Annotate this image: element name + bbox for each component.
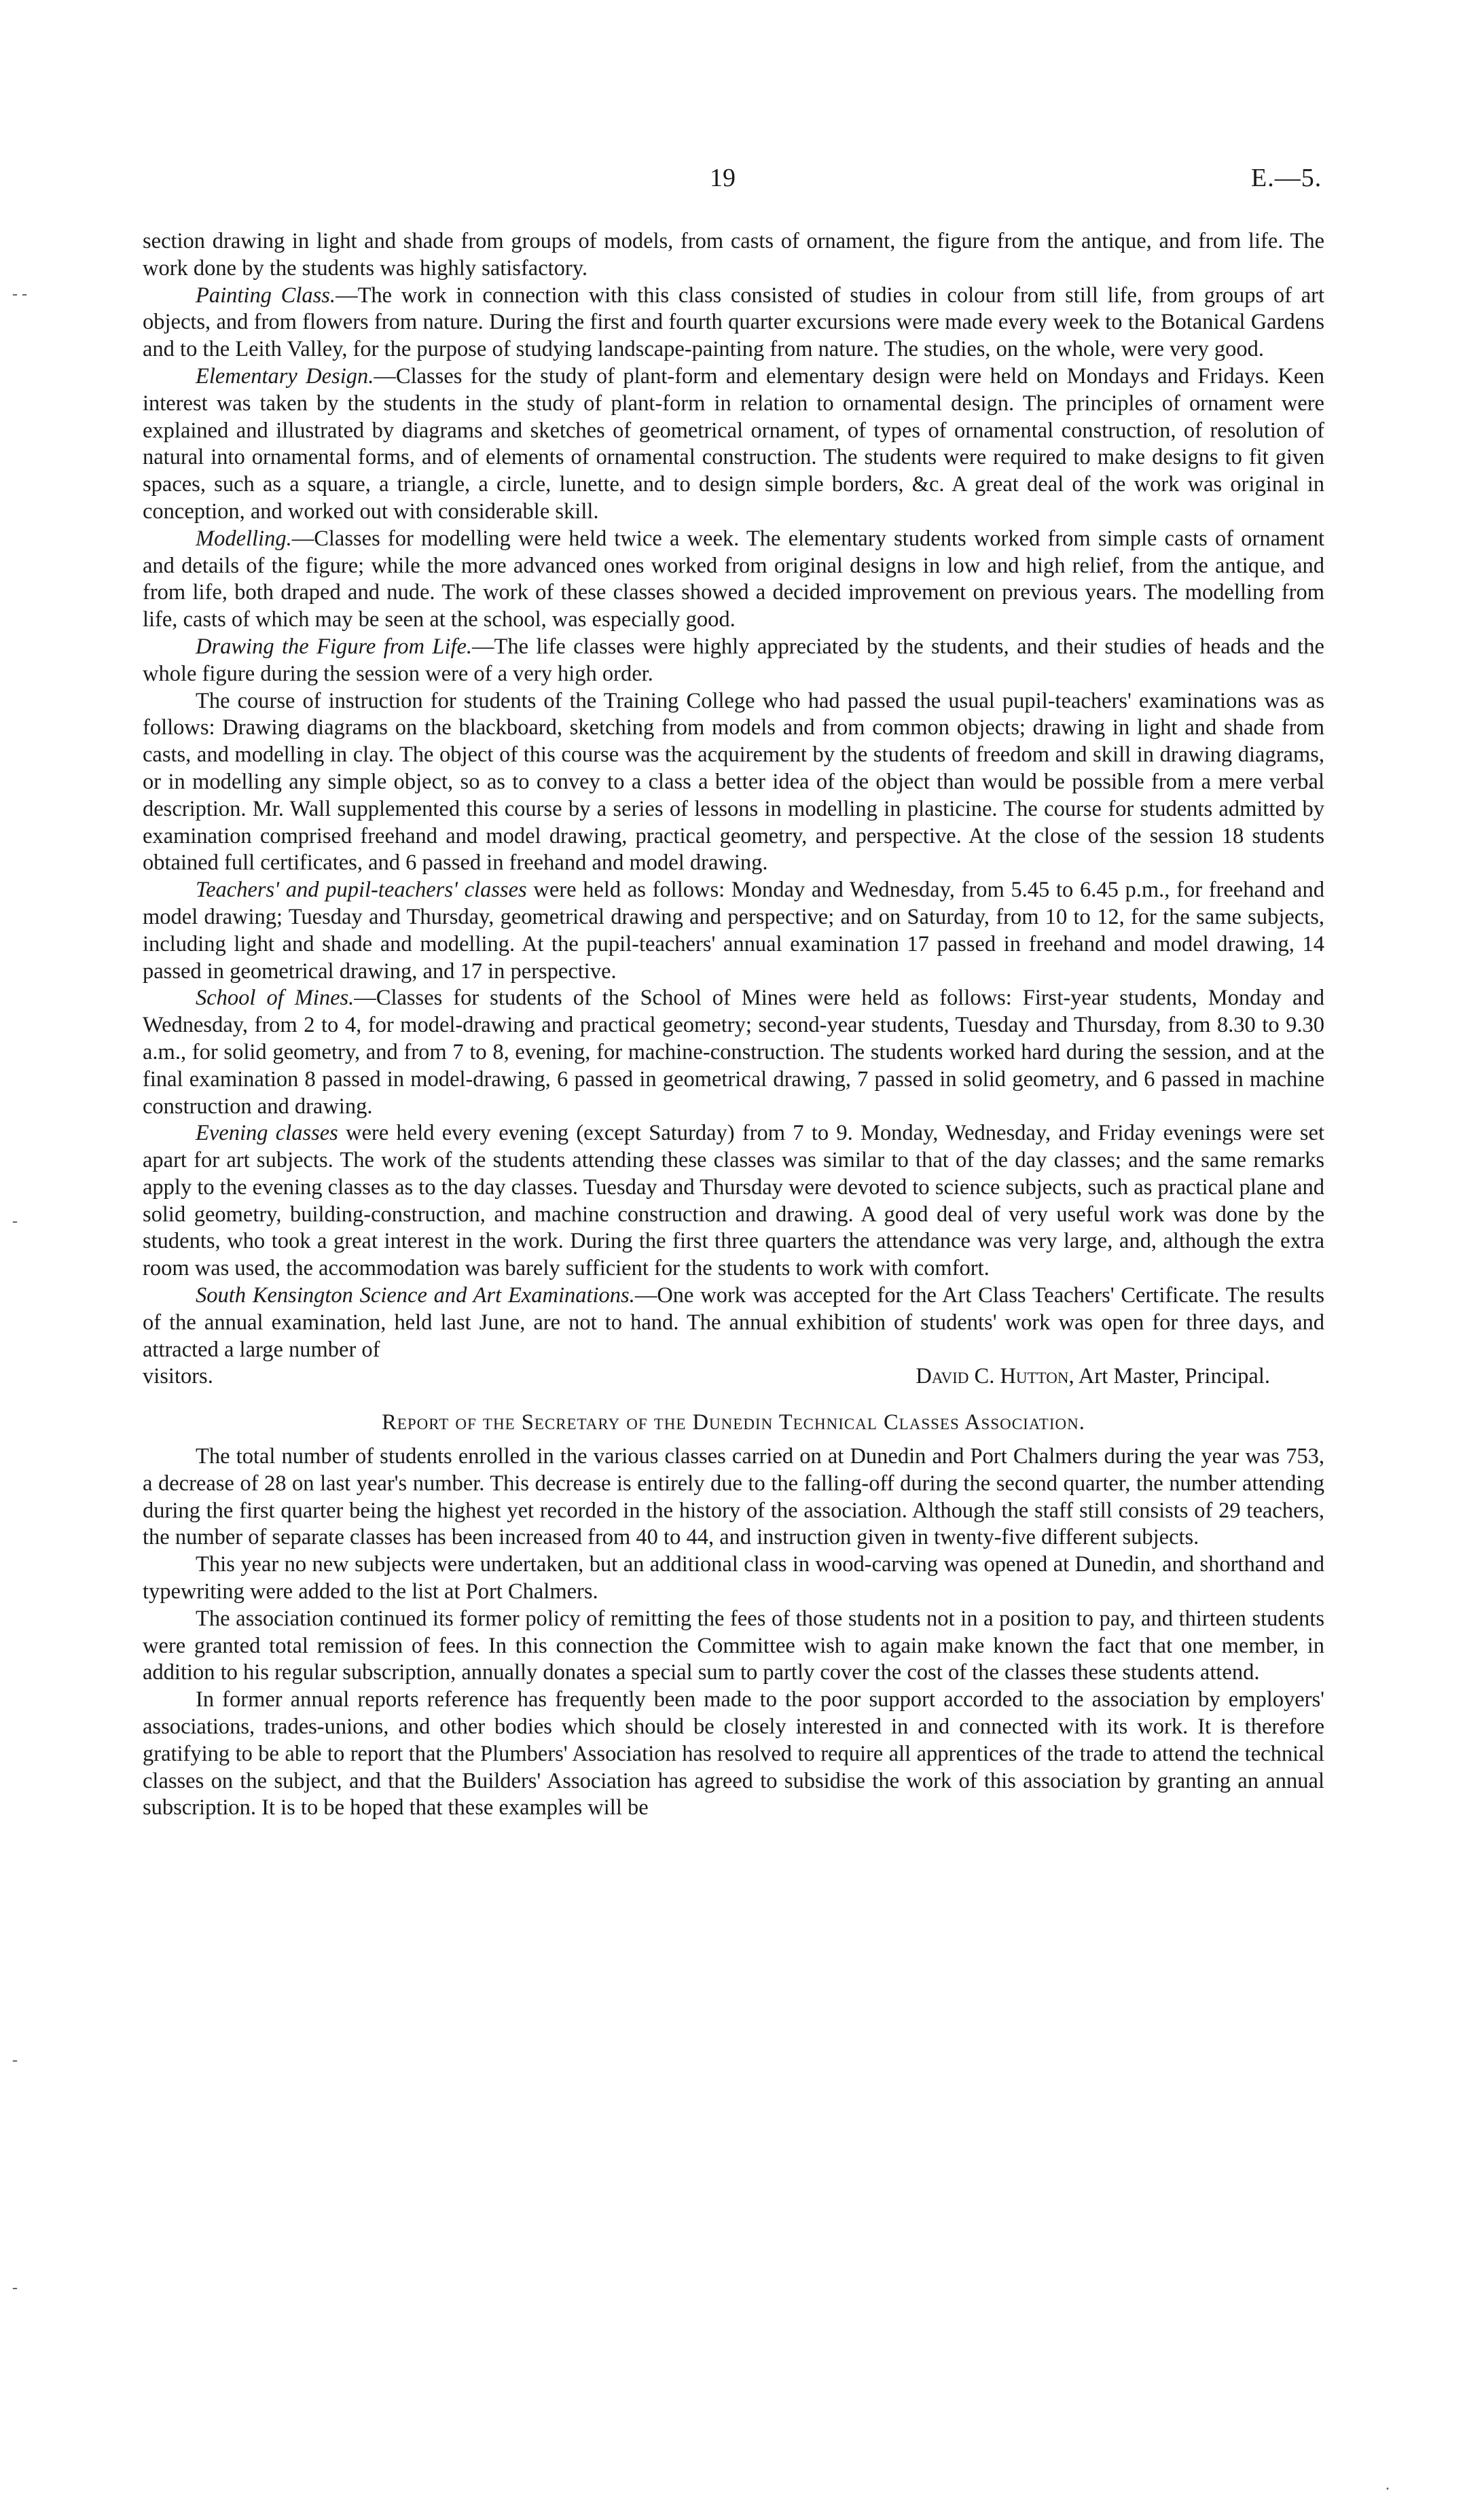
- margin-mark: -: [12, 1213, 18, 1230]
- paragraph-modelling: [143, 526, 1324, 634]
- lead-teachers-classes: Teachers' and pupil-teachers' classes: [196, 878, 527, 903]
- lead-figure-from-life: Drawing the Figure from Life.: [196, 634, 473, 659]
- paragraph-text: —The life classes were highly appreciated by the students, and their studies of heads and the whole figure during the session were of a very high order.: [143, 634, 1324, 686]
- paragraph-school-of-mines: [143, 985, 1324, 1120]
- signature-title: , Art Master, Principal.: [1068, 1364, 1270, 1389]
- paragraph-text: —One work was accepted for the Art Class Teachers' Certificate. The results of the annual examination, held last June, are not to hand. The annual exhibition of students' work was open for three days, and attracted a large number of: [143, 1283, 1324, 1362]
- paragraph-text: were held every evening (except Saturday) from 7 to 9. Monday, Wednesday, and Friday evenings were set apart for art subjects. The work of the students attending these classes was similar to that of the day classes; and the same remarks apply to the evening classes as to the day classes. Tuesday and Thursday were devoted to science subjects, such as practical plane and solid geometry, building-construction, and machine construction and drawing. A good deal of very useful work was done by the students, who took a great interest in the work. During the first three quarters the attendance was very large, and, although the extra room was used, the accommodation was barely sufficient for the students to work with comfort.: [143, 1121, 1324, 1281]
- paragraph-teachers-classes: [143, 877, 1324, 985]
- lead-modelling: Modelling.: [196, 526, 292, 551]
- paragraph-elementary-design: [143, 363, 1324, 526]
- margin-mark: .: [1386, 2476, 1390, 2494]
- margin-mark: - -: [12, 285, 27, 303]
- paragraph-south-kensington: [143, 1282, 1324, 1363]
- paragraph-intro: section drawing in light and shade from groups of models, from casts of ornament, the figure from the antique, and from life. The work done by the students was highly satisfactory.: [143, 229, 1324, 281]
- signature-line: [143, 1363, 1324, 1390]
- lead-evening-classes: Evening classes: [196, 1121, 338, 1146]
- paragraph-painting-class: [143, 283, 1324, 363]
- closing-word: visitors.: [143, 1364, 213, 1389]
- lead-south-kensington: South Kensington Science and Art Examinations.: [196, 1283, 635, 1308]
- paragraph-training-college: [143, 688, 1324, 878]
- lead-elementary-design: Elementary Design.: [196, 363, 374, 389]
- signature-name: David C. Hutton: [916, 1364, 1069, 1389]
- section-heading: Report of the Secretary of the Dunedin Technical Classes Association.: [382, 1410, 1085, 1435]
- paragraph-support: In former annual reports reference has frequently been made to the poor support accorded to the association by employers' associations, trades-unions, and other bodies which should be closely interested in and connected with its work. It is therefore gratifying to be able to report that the Plumbers' Association has resolved to require all apprentices of the trade to attend the technical classes on the subject, and that the Builders' Association has agreed to subsidise the work of this association by granting an annual subscription. It is to be hoped that these examples will be: [143, 1687, 1324, 1820]
- paragraph-text: —Classes for the study of plant-form and elementary design were held on Mondays and Fridays. Keen interest was taken by the students in the study of plant-form in relation to ornamental design. The principles of ornament were explained and illustrated by diagrams and sketches of geometrical ornament, of types of ornamental construction, of resolution of natural into ornamental forms, and of elements of ornamental construction. The students were required to make designs to fit given spaces, such as a square, a triangle, a circle, lunette, and to design simple borders, &c. A great deal of the work was original in conception, and worked out with considerable skill.: [143, 363, 1324, 524]
- signature: [916, 1363, 1270, 1390]
- lead-painting-class: Painting Class.: [196, 283, 336, 308]
- margin-mark: -: [12, 2279, 18, 2297]
- paragraph-text: —The work in connection with this class consisted of studies in colour from still life, from groups of art objects, and from flowers from nature. During the first and fourth quarter excursions were made every week to the Botanical Gardens and to the Leith Valley, for the purpose of studying landscape-painting from nature. The studies, on the whole, were very good.: [143, 283, 1324, 362]
- paragraph-enrolment: The total number of students enrolled in the various classes carried on at Dunedin and Port Chalmers during the year was 753, a decrease of 28 on last year's number. This decrease is entirely due to the falling-off during the second quarter, the number attending during the first quarter being the highest yet recorded in the history of the association. Although the staff still consists of 29 teachers, the number of separate classes has been increased from 40 to 44, and instruction given in twenty-five different subjects.: [143, 1444, 1324, 1550]
- paragraph-fee-remission: The association continued its former policy of remitting the fees of those students not in a position to pay, and thirteen students were granted total remission of fees. In this connection the Committee wish to again make known the fact that one member, in addition to his regular subscription, annually donates a special sum to partly cover the cost of the classes these students attend.: [143, 1606, 1324, 1685]
- margin-mark: -: [12, 2051, 18, 2069]
- page-number: 19: [710, 164, 736, 192]
- body-text: [143, 228, 1324, 1822]
- paragraph-text: —Classes for modelling were held twice a week. The elementary students worked from simple casts of ornament and details of the figure; while the more advanced ones worked from original designs in low and high relief, from the antique, and from life, both draped and nude. The work of these classes showed a decided improvement on previous years. The modelling from life, casts of which may be seen at the school, was especially good.: [143, 526, 1324, 632]
- paragraph-text: were held as follows: Monday and Wednesday, from 5.45 to 6.45 p.m., for freehand and model drawing; Tuesday and Thursday, geometrical drawing and perspective; and on Saturday, from 10 to 12, for the same subjects, including light and shade and modelling. At the pupil-teachers' annual examination 17 passed in freehand and model drawing, 14 passed in geometrical drawing, and 17 in perspective.: [143, 878, 1324, 984]
- document-code: E.—5.: [1251, 164, 1322, 192]
- paragraph-figure-from-life: [143, 634, 1324, 688]
- paragraph-text: The course of instruction for students of the Training College who had passed the usual pupil-teachers' examinations was as follows: Drawing diagrams on the blackboard, sketching from models and from common objects; drawing in light and shade from casts, and modelling in clay. The object of this course was the acquirement by the students of freedom and skill in drawing diagrams, or in modelling any simple object, so as to convey to a class a better idea of the object than would be possible from a mere verbal description. Mr. Wall supplemented this course by a series of lessons in modelling in plasticine. The course for students admitted by examination comprised freehand and model drawing, practical geometry, and perspective. At the close of the session 18 students obtained full certificates, and 6 passed in freehand and model drawing.: [143, 688, 1324, 876]
- paragraph-text: —Classes for students of the School of Mines were held as follows: First-year students, Monday and Wednesday, from 2 to 4, for model-drawing and practical geometry; second-year students, Tuesday and Thursday, from 8.30 to 9.30 a.m., for solid geometry, and from 7 to 8, evening, for machine-construction. The students worked hard during the session, and at the final examination 8 passed in model-drawing, 6 passed in geometrical drawing, 7 passed in solid geometry, and 6 passed in machine construction and drawing.: [143, 986, 1324, 1119]
- lead-school-of-mines: School of Mines.: [196, 986, 355, 1011]
- paragraph-evening-classes: [143, 1120, 1324, 1282]
- paragraph-new-subjects: This year no new subjects were undertaken, but an additional class in wood-carving was opened at Dunedin, and shorthand and typewriting were added to the list at Port Chalmers.: [143, 1552, 1324, 1604]
